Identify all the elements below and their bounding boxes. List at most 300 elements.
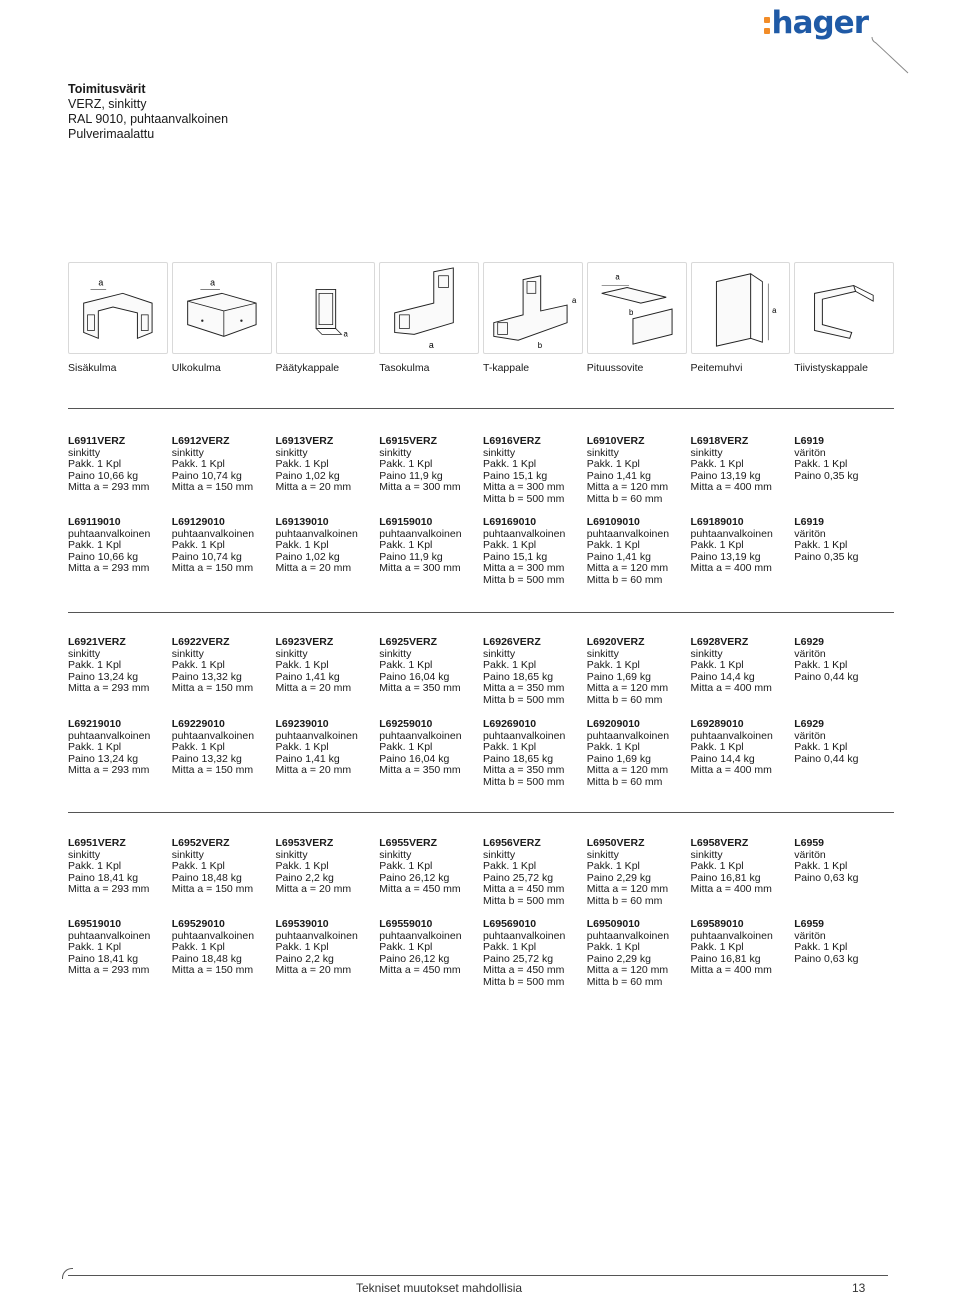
product-cell xyxy=(276,838,376,907)
product-detail: Mitta a = 150 mm xyxy=(171,562,254,574)
product-detail: Paino 0,63 kg xyxy=(794,871,859,884)
product-cell xyxy=(483,838,583,907)
product-detail: Pakk. 1 Kpl xyxy=(171,659,225,671)
product-cell xyxy=(483,436,583,505)
product-detail: Paino 13,32 kg xyxy=(171,752,242,765)
product-row xyxy=(68,919,894,988)
product-detail: Paino 13,19 kg xyxy=(690,550,761,563)
product-code: L6910VERZ xyxy=(586,435,645,447)
product-detail: väritön xyxy=(794,527,826,540)
product-detail: Mitta a = 293 mm xyxy=(68,682,150,694)
product-detail: puhtaanvalkoinen xyxy=(483,929,566,942)
svg-text:a: a xyxy=(615,272,620,282)
product-cell xyxy=(379,637,479,706)
product-detail: Mitta a = 300 mm xyxy=(379,481,461,493)
product-detail: Pakk. 1 Kpl xyxy=(171,860,225,872)
product-detail: Paino 25,72 kg xyxy=(483,952,554,965)
product-detail: Pakk. 1 Kpl xyxy=(171,458,225,470)
product-detail: Paino 1,41 kg xyxy=(275,752,340,765)
product-row xyxy=(68,719,894,788)
product-detail: Paino 18,41 kg xyxy=(68,952,139,965)
product-detail: puhtaanvalkoinen xyxy=(483,527,566,540)
product-detail: Pakk. 1 Kpl xyxy=(275,741,329,753)
product-detail: Mitta a = 450 mm xyxy=(379,883,461,895)
product-detail: sinkitty xyxy=(690,848,723,861)
product-cell xyxy=(587,719,687,788)
product-detail: väritön xyxy=(794,729,826,742)
product-detail: Pakk. 1 Kpl xyxy=(171,539,225,551)
product-code: L69119010 xyxy=(68,516,121,528)
product-detail: Pakk. 1 Kpl xyxy=(794,741,848,753)
product-code: L6916VERZ xyxy=(483,435,541,447)
product-detail: Paino 10,74 kg xyxy=(171,550,242,563)
product-code: L69559010 xyxy=(379,918,433,930)
product-cell xyxy=(794,637,894,706)
product-code: L69519010 xyxy=(68,918,122,930)
product-detail: Mitta b = 500 mm xyxy=(483,894,565,907)
product-detail: Paino 1,69 kg xyxy=(586,670,651,683)
product-detail: Mitta a = 300 mm xyxy=(379,562,461,574)
product-detail: Mitta a = 350 mm xyxy=(483,764,565,776)
product-code: L6929 xyxy=(794,718,825,730)
product-detail: Paino 1,41 kg xyxy=(586,550,651,563)
product-detail: Mitta a = 120 mm xyxy=(586,883,669,895)
product-detail: Pakk. 1 Kpl xyxy=(794,539,848,551)
label-flat-corner: Tasokulma xyxy=(379,362,430,374)
product-detail: Mitta a = 20 mm xyxy=(275,682,352,694)
product-detail: puhtaanvalkoinen xyxy=(379,527,462,540)
product-detail: Pakk. 1 Kpl xyxy=(690,539,744,551)
product-detail: Mitta a = 150 mm xyxy=(171,883,254,895)
product-detail: Paino 1,41 kg xyxy=(586,469,651,482)
product-detail: sinkitty xyxy=(171,446,204,459)
product-detail: Paino 18,65 kg xyxy=(483,752,554,765)
product-detail: puhtaanvalkoinen xyxy=(690,527,773,540)
delivery-colors-line: RAL 9010, puhtaanvalkoinen xyxy=(68,112,229,126)
product-cell xyxy=(276,919,376,988)
product-cell xyxy=(68,637,168,706)
svg-text:b: b xyxy=(537,341,543,351)
product-code: L6919 xyxy=(794,516,825,528)
product-cell xyxy=(794,436,894,505)
product-detail: Pakk. 1 Kpl xyxy=(275,941,329,953)
product-code: L69569010 xyxy=(483,918,537,930)
product-detail: Paino 13,24 kg xyxy=(68,752,139,765)
product-detail: Paino 0,63 kg xyxy=(794,952,859,965)
product-cell xyxy=(691,517,791,586)
product-detail: sinkitty xyxy=(379,647,412,660)
product-detail: Paino 1,69 kg xyxy=(586,752,651,765)
product-code: L6922VERZ xyxy=(171,636,230,648)
product-detail: Pakk. 1 Kpl xyxy=(171,941,225,953)
product-cell xyxy=(172,436,272,505)
product-row xyxy=(68,838,894,907)
product-detail: Paino 16,04 kg xyxy=(379,752,450,765)
product-cell xyxy=(276,517,376,586)
product-detail: Pakk. 1 Kpl xyxy=(275,539,329,551)
product-detail: Pakk. 1 Kpl xyxy=(483,860,537,872)
product-detail: Pakk. 1 Kpl xyxy=(379,741,433,753)
product-row xyxy=(68,436,894,505)
product-code: L69229010 xyxy=(171,718,225,730)
product-detail: Paino 2,2 kg xyxy=(275,871,334,884)
product-detail: Mitta b = 60 mm xyxy=(586,975,663,988)
product-detail: Paino 16,04 kg xyxy=(379,670,450,683)
product-code: L6926VERZ xyxy=(483,636,541,648)
product-detail: Paino 14,4 kg xyxy=(690,752,755,765)
product-code: L69129010 xyxy=(171,516,225,528)
product-detail: puhtaanvalkoinen xyxy=(68,527,151,540)
product-detail: Pakk. 1 Kpl xyxy=(690,741,744,753)
product-detail: Pakk. 1 Kpl xyxy=(68,659,122,671)
inner-corner-icon xyxy=(69,263,167,353)
product-detail: puhtaanvalkoinen xyxy=(586,729,670,742)
product-detail: Mitta a = 120 mm xyxy=(586,682,669,694)
product-detail: Paino 18,48 kg xyxy=(171,952,242,965)
label-t-piece: T-kappale xyxy=(483,362,530,374)
product-detail: Pakk. 1 Kpl xyxy=(483,659,537,671)
product-detail: sinkitty xyxy=(586,848,619,861)
product-detail: Paino 13,24 kg xyxy=(68,670,139,683)
cover-sleeve-icon xyxy=(692,263,790,353)
product-code: L6913VERZ xyxy=(275,435,334,447)
footer-line xyxy=(68,1275,888,1276)
product-detail: Paino 18,41 kg xyxy=(68,871,139,884)
product-detail: sinkitty xyxy=(275,446,308,459)
product-detail: Mitta a = 400 mm xyxy=(690,682,772,694)
product-type-labels xyxy=(68,362,894,374)
product-cell xyxy=(587,637,687,706)
delivery-colors-line: VERZ, sinkitty xyxy=(68,97,147,111)
product-illustrations xyxy=(68,262,894,354)
product-code: L69509010 xyxy=(586,918,640,930)
product-row xyxy=(68,517,894,586)
product-detail: puhtaanvalkoinen xyxy=(68,729,151,742)
product-detail: Mitta a = 120 mm xyxy=(586,964,669,976)
product-cell xyxy=(172,517,272,586)
product-cell xyxy=(483,637,583,706)
product-detail: Mitta a = 293 mm xyxy=(68,481,150,493)
product-cell xyxy=(691,637,791,706)
product-detail: puhtaanvalkoinen xyxy=(379,929,462,942)
label-inner-corner: Sisäkulma xyxy=(68,362,117,374)
product-detail: Pakk. 1 Kpl xyxy=(586,659,640,671)
product-detail: Pakk. 1 Kpl xyxy=(483,458,537,470)
product-cell xyxy=(379,436,479,505)
product-code: L69139010 xyxy=(275,516,329,528)
product-cell xyxy=(68,517,168,586)
product-cell xyxy=(794,919,894,988)
product-cell xyxy=(691,719,791,788)
product-detail: Paino 15,1 kg xyxy=(483,550,548,563)
product-detail: puhtaanvalkoinen xyxy=(275,729,358,742)
product-detail: Paino 14,4 kg xyxy=(690,670,755,683)
label-cover-sleeve: Peitemuhvi xyxy=(690,362,743,374)
product-detail: Mitta a = 150 mm xyxy=(171,764,254,776)
product-detail: Pakk. 1 Kpl xyxy=(586,741,640,753)
product-cell xyxy=(794,517,894,586)
product-detail: Paino 11,9 kg xyxy=(379,469,443,482)
section-divider xyxy=(68,812,894,813)
product-detail: Mitta a = 120 mm xyxy=(586,764,669,776)
product-cell xyxy=(276,637,376,706)
product-detail: Mitta b = 60 mm xyxy=(586,573,663,586)
seal-piece-illustration xyxy=(794,262,894,354)
product-detail: väritön xyxy=(794,647,826,660)
product-detail: Mitta b = 500 mm xyxy=(483,693,565,706)
product-detail: Paino 10,66 kg xyxy=(68,469,139,482)
product-detail: Paino 1,02 kg xyxy=(275,550,340,563)
product-cell xyxy=(68,719,168,788)
product-detail: Mitta a = 293 mm xyxy=(68,883,150,895)
product-detail: sinkitty xyxy=(68,446,101,459)
product-cell xyxy=(276,719,376,788)
section-divider xyxy=(68,408,894,409)
product-detail: Mitta a = 400 mm xyxy=(690,481,772,493)
product-detail: Mitta a = 20 mm xyxy=(275,964,352,976)
product-detail: Paino 2,29 kg xyxy=(586,871,651,884)
product-detail: puhtaanvalkoinen xyxy=(68,929,151,942)
product-detail: puhtaanvalkoinen xyxy=(690,729,773,742)
product-detail: Pakk. 1 Kpl xyxy=(379,941,433,953)
product-code: L6950VERZ xyxy=(586,837,645,849)
product-detail: Pakk. 1 Kpl xyxy=(171,741,225,753)
product-detail: väritön xyxy=(794,929,826,942)
svg-text:a: a xyxy=(342,329,348,339)
product-detail: puhtaanvalkoinen xyxy=(171,729,255,742)
product-detail: Mitta a = 293 mm xyxy=(68,764,150,776)
product-detail: Mitta a = 450 mm xyxy=(483,964,565,976)
product-code: L6958VERZ xyxy=(690,837,749,849)
product-cell xyxy=(794,719,894,788)
cover-sleeve-illustration xyxy=(691,262,791,354)
product-detail: Pakk. 1 Kpl xyxy=(794,659,848,671)
product-detail: Mitta b = 60 mm xyxy=(586,693,663,706)
product-detail: Paino 2,29 kg xyxy=(586,952,651,965)
corner-line-icon xyxy=(870,35,910,75)
svg-text:a: a xyxy=(429,340,435,351)
product-detail: Paino 25,72 kg xyxy=(483,871,554,884)
product-cell xyxy=(691,919,791,988)
inner-corner-illustration xyxy=(68,262,168,354)
product-code: L6911VERZ xyxy=(68,435,126,447)
product-detail: Paino 11,9 kg xyxy=(379,550,443,563)
product-detail: Pakk. 1 Kpl xyxy=(275,860,329,872)
product-cell xyxy=(587,919,687,988)
product-detail: Paino 13,19 kg xyxy=(690,469,761,482)
product-detail: sinkitty xyxy=(275,848,308,861)
product-detail: Mitta b = 500 mm xyxy=(483,492,565,505)
product-detail: Pakk. 1 Kpl xyxy=(690,941,744,953)
product-detail: puhtaanvalkoinen xyxy=(171,929,255,942)
product-code: L69219010 xyxy=(68,718,122,730)
product-detail: Mitta b = 60 mm xyxy=(586,492,663,505)
product-detail: Pakk. 1 Kpl xyxy=(68,539,122,551)
svg-text:a: a xyxy=(98,277,104,288)
product-detail: Pakk. 1 Kpl xyxy=(690,458,744,470)
product-code: L69109010 xyxy=(586,516,640,528)
product-code: L69289010 xyxy=(690,718,744,730)
product-detail: Pakk. 1 Kpl xyxy=(68,741,122,753)
product-detail: Mitta a = 20 mm xyxy=(275,883,352,895)
product-detail: Paino 18,65 kg xyxy=(483,670,554,683)
product-detail: puhtaanvalkoinen xyxy=(690,929,773,942)
product-detail: Mitta a = 120 mm xyxy=(586,562,669,574)
length-adapter-illustration xyxy=(587,262,687,354)
product-code: L6918VERZ xyxy=(690,435,749,447)
product-code: L6925VERZ xyxy=(379,636,438,648)
product-detail: Paino 1,41 kg xyxy=(275,670,340,683)
product-detail: Paino 26,12 kg xyxy=(379,952,450,965)
product-code: L6959 xyxy=(794,837,825,849)
product-code: L6953VERZ xyxy=(275,837,334,849)
product-detail: Paino 0,35 kg xyxy=(794,550,859,563)
product-detail: Pakk. 1 Kpl xyxy=(379,659,433,671)
product-detail: sinkitty xyxy=(68,848,101,861)
product-detail: Paino 13,32 kg xyxy=(171,670,242,683)
product-detail: Paino 0,44 kg xyxy=(794,752,859,765)
product-detail: Mitta a = 293 mm xyxy=(68,562,150,574)
product-detail: Mitta a = 20 mm xyxy=(275,764,352,776)
end-cap-icon xyxy=(277,263,375,353)
product-detail: Mitta a = 400 mm xyxy=(690,562,772,574)
product-detail: Paino 1,02 kg xyxy=(275,469,340,482)
product-detail: Mitta a = 450 mm xyxy=(483,883,565,895)
product-cell xyxy=(172,838,272,907)
product-detail: Pakk. 1 Kpl xyxy=(483,539,537,551)
product-code: L6955VERZ xyxy=(379,837,438,849)
product-cell xyxy=(587,517,687,586)
product-detail: Pakk. 1 Kpl xyxy=(586,458,640,470)
product-detail: Mitta b = 500 mm xyxy=(483,573,565,586)
product-code: L69169010 xyxy=(483,516,537,528)
product-detail: Mitta b = 500 mm xyxy=(483,775,565,788)
product-cell xyxy=(483,919,583,988)
svg-text:a: a xyxy=(209,277,215,288)
product-detail: Pakk. 1 Kpl xyxy=(586,941,640,953)
seal-piece-icon xyxy=(795,263,893,353)
flat-corner-icon xyxy=(380,263,478,353)
product-detail: Mitta a = 350 mm xyxy=(379,764,461,776)
product-detail: Mitta a = 150 mm xyxy=(171,481,254,493)
logo-dots-icon xyxy=(764,17,770,34)
footer-curve xyxy=(62,1268,73,1279)
product-detail: Mitta a = 20 mm xyxy=(275,562,352,574)
product-detail: Paino 15,1 kg xyxy=(483,469,548,482)
product-detail: sinkitty xyxy=(68,647,101,660)
product-detail: Pakk. 1 Kpl xyxy=(794,458,848,470)
product-code: L6923VERZ xyxy=(275,636,334,648)
product-detail: Paino 10,74 kg xyxy=(171,469,242,482)
product-detail: Pakk. 1 Kpl xyxy=(690,659,744,671)
product-detail: Mitta a = 300 mm xyxy=(483,481,565,493)
section-divider xyxy=(68,612,894,613)
product-detail: Paino 2,2 kg xyxy=(275,952,334,965)
outer-corner-icon xyxy=(173,263,271,353)
product-code: L6951VERZ xyxy=(68,837,126,849)
product-cell xyxy=(587,838,687,907)
product-detail: Mitta a = 300 mm xyxy=(483,562,565,574)
outer-corner-illustration xyxy=(172,262,272,354)
product-detail: Pakk. 1 Kpl xyxy=(379,458,433,470)
product-cell xyxy=(691,838,791,907)
product-detail: Pakk. 1 Kpl xyxy=(794,860,848,872)
product-detail: puhtaanvalkoinen xyxy=(586,929,670,942)
product-code: L69239010 xyxy=(275,718,329,730)
product-cell xyxy=(483,719,583,788)
product-detail: Paino 0,44 kg xyxy=(794,670,859,683)
product-detail: sinkitty xyxy=(586,647,619,660)
product-code: L6920VERZ xyxy=(586,636,645,648)
svg-text:a: a xyxy=(571,296,577,306)
product-detail: sinkitty xyxy=(690,446,723,459)
t-piece-icon xyxy=(484,263,582,353)
product-cell xyxy=(68,919,168,988)
product-cell xyxy=(68,436,168,505)
product-cell xyxy=(68,838,168,907)
product-cell xyxy=(172,719,272,788)
product-detail: Mitta b = 500 mm xyxy=(483,975,565,988)
product-detail: sinkitty xyxy=(483,647,516,660)
product-code: L6919 xyxy=(794,435,825,447)
product-detail: puhtaanvalkoinen xyxy=(483,729,566,742)
label-length-adapter: Pituussovite xyxy=(586,362,644,374)
product-code: L6912VERZ xyxy=(171,435,230,447)
product-detail: Mitta a = 350 mm xyxy=(379,682,461,694)
end-cap-illustration xyxy=(276,262,376,354)
product-detail: Mitta a = 400 mm xyxy=(690,964,772,976)
product-detail: Paino 26,12 kg xyxy=(379,871,450,884)
delivery-colors-line: Pulverimaalattu xyxy=(68,127,155,141)
product-detail: Mitta a = 350 mm xyxy=(483,682,565,694)
label-outer-corner: Ulkokulma xyxy=(171,362,221,374)
product-detail: Paino 0,35 kg xyxy=(794,469,859,482)
product-code: L6959 xyxy=(794,918,825,930)
product-detail: Pakk. 1 Kpl xyxy=(586,860,640,872)
product-detail: sinkitty xyxy=(690,647,723,660)
product-code: L69269010 xyxy=(483,718,537,730)
product-detail: Mitta a = 450 mm xyxy=(379,964,461,976)
delivery-colors xyxy=(68,82,228,142)
product-cell xyxy=(587,436,687,505)
label-end-cap: Päätykappale xyxy=(275,362,340,374)
length-adapter-icon xyxy=(588,263,686,353)
product-code: L69259010 xyxy=(379,718,433,730)
product-detail: sinkitty xyxy=(586,446,619,459)
product-detail: Paino 18,48 kg xyxy=(171,871,242,884)
svg-text:b: b xyxy=(628,307,634,317)
product-cell xyxy=(379,838,479,907)
product-detail: Mitta b = 60 mm xyxy=(586,894,663,907)
product-detail: Pakk. 1 Kpl xyxy=(68,458,122,470)
product-detail: sinkitty xyxy=(379,446,412,459)
product-detail: väritön xyxy=(794,848,826,861)
page-number: 13 xyxy=(852,1281,866,1295)
product-detail: Pakk. 1 Kpl xyxy=(483,941,537,953)
product-cell xyxy=(483,517,583,586)
product-detail: puhtaanvalkoinen xyxy=(379,729,462,742)
product-detail: puhtaanvalkoinen xyxy=(275,527,358,540)
product-code: L6956VERZ xyxy=(483,837,541,849)
product-code: L69209010 xyxy=(586,718,640,730)
product-detail: Pakk. 1 Kpl xyxy=(275,458,329,470)
product-detail: Pakk. 1 Kpl xyxy=(690,860,744,872)
product-cell xyxy=(691,436,791,505)
product-detail: sinkitty xyxy=(171,848,204,861)
product-detail: Pakk. 1 Kpl xyxy=(586,539,640,551)
product-detail: Mitta a = 400 mm xyxy=(690,764,772,776)
product-detail: Paino 16,81 kg xyxy=(690,952,761,965)
